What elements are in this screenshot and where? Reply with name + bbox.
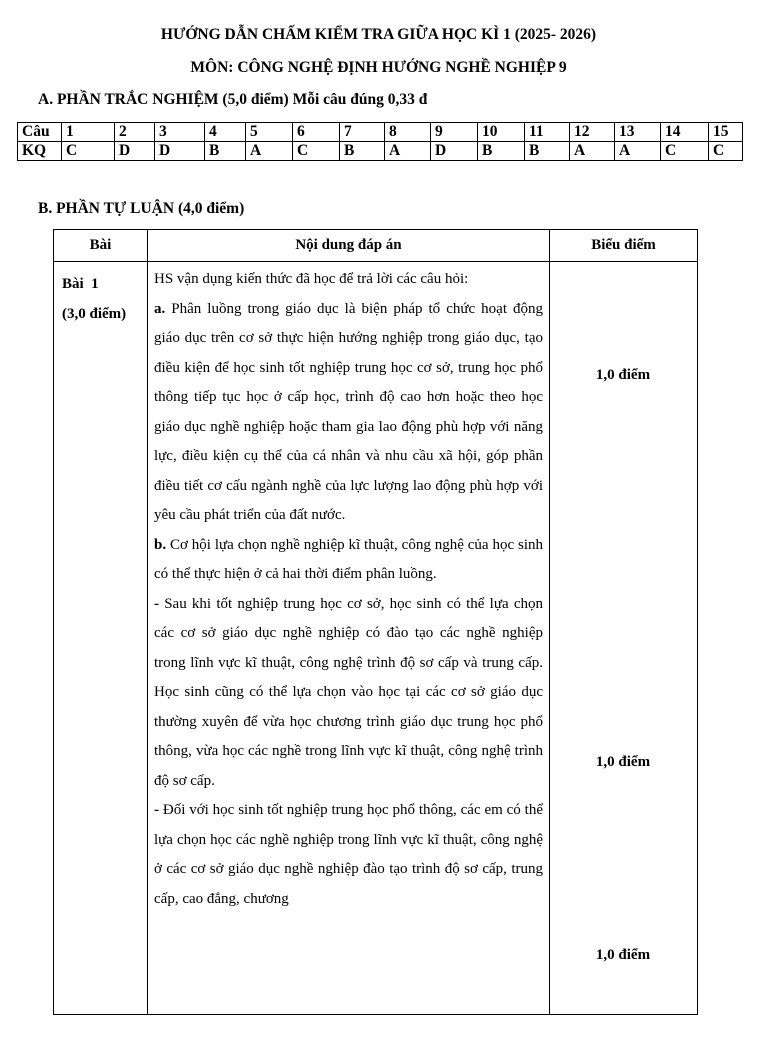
answer-cell: C [293,142,340,161]
answer-cell: B [340,142,385,161]
answer-dash-2 [154,796,543,914]
document-title: HƯỚNG DẪN CHẤM KIỂM TRA GIỮA HỌC KÌ 1 (2025- 2026) [160,26,597,43]
essay-table [53,229,698,1015]
bai-cell [54,262,148,1015]
dash-2-text: Đối với học sinh tốt nghiệp trung học phổ thông, các em có thể lựa chọn học các nghề nghiệp trong lĩnh vực kĩ thuật, công nghệ ở các cơ sở giáo dục nghề nghiệp đào tạo trình độ sơ cấp, trung cấp, cao đẳng, chương [154,802,543,907]
answer-dash-1 [154,590,543,797]
question-number-cell: 5 [246,123,293,142]
part-a-text: Phân luồng trong giáo dục là biện pháp tổ chức hoạt động giáo dục trên cơ sở thực hiện hướng nghiệp trong giáo dục, tạo điều kiện để học sinh tốt nghiệp trung học cơ sở, trung học phổ thông tiếp tục học ở cấp học, trình độ cao hơn hoặc theo học giáo dục nghề nghiệp hoặc tham gia lao động phù hợp với năng lực, điều kiện cụ thể của cá nhân và nhu cầu xã hội, góp phần điều tiết cơ cấu ngành nghề của lực lượng lao động phù hợp với yêu cầu phát triển của đất nước. [154,300,543,523]
answer-cell: A [385,142,431,161]
section-b-heading: B. PHẦN TỰ LUẬN (4,0 điểm) [38,200,245,217]
answer-part-b [154,531,543,590]
question-number-cell: 13 [615,123,661,142]
question-number-cell: 1 [62,123,115,142]
score-part-a: 1,0 điểm [595,367,651,383]
dash-1-text: Sau khi tốt nghiệp trung học cơ sở, học sinh có thể lựa chọn các cơ sở giáo dục nghề nghiệp có đào tạo các nghề nghiệp trong lĩnh vực kĩ thuật, công nghệ trình độ sơ cấp và trung cấp. Học sinh cũng có thể lựa chọn vào học tại các cơ sở giáo dục thường xuyên để vừa học chương trình giáo dục trung học phổ thông, vừa học các nghề trong lĩnh vực kĩ thuật, công nghệ trình độ sơ cấp. [154,595,544,789]
score-part-b-2: 1,0 điểm [595,947,651,963]
answer-part-a [154,295,543,531]
answer-cell: B [478,142,525,161]
dash-2-label: - [154,802,163,818]
score-part-b-1: 1,0 điểm [595,754,651,770]
answer-cell: D [155,142,205,161]
answer-cell: B [525,142,570,161]
question-number-cell: 3 [155,123,205,142]
answer-cell: C [661,142,709,161]
question-number-cell: 9 [431,123,478,142]
col-header-bai: Bài [54,230,148,262]
question-number-cell: 8 [385,123,431,142]
question-row-label: Câu [18,123,62,142]
question-number-cell: 2 [115,123,155,142]
question-number-cell: 10 [478,123,525,142]
answer-intro: HS vận dụng kiến thức đã học để trả lời các câu hỏi: [154,271,469,287]
col-header-content: Nội dung đáp án [148,230,550,262]
answer-cell: C [62,142,115,161]
bai-points: (3,0 điểm) [62,305,127,322]
subject-title: MÔN: CÔNG NGHỆ ĐỊNH HƯỚNG NGHỀ NGHIỆP 9 [190,59,567,76]
answer-cell: A [570,142,615,161]
col-header-score: Biểu điểm [550,230,698,262]
question-number-cell: 14 [661,123,709,142]
section-a-heading: A. PHẦN TRẮC NGHIỆM (5,0 điểm) Mỗi câu đúng 0,33 đ [38,91,428,108]
essay-header-row [54,230,698,262]
answer-content-cell [148,262,550,1015]
answer-row [18,142,743,161]
answer-cell: A [246,142,293,161]
answer-cell: D [115,142,155,161]
question-number-cell: 7 [340,123,385,142]
dash-1-label: - [154,595,165,612]
part-b-text: Cơ hội lựa chọn nghề nghiệp kĩ thuật, công nghệ của học sinh có thể thực hiện ở cả hai thời điểm phân luồng. [154,536,543,582]
answer-cell: D [431,142,478,161]
answer-cell: A [615,142,661,161]
answer-row-label: KQ [18,142,62,161]
question-number-cell: 6 [293,123,340,142]
question-row [18,123,743,142]
answer-cell: C [709,142,743,161]
question-number-cell: 4 [205,123,246,142]
answer-key-table [17,122,743,161]
bai-label: Bài 1 [62,276,99,292]
part-b-label: b. [154,536,167,553]
part-a-label: a. [154,300,166,317]
question-number-cell: 12 [570,123,615,142]
answer-cell: B [205,142,246,161]
question-number-cell: 11 [525,123,570,142]
question-number-cell: 15 [709,123,743,142]
